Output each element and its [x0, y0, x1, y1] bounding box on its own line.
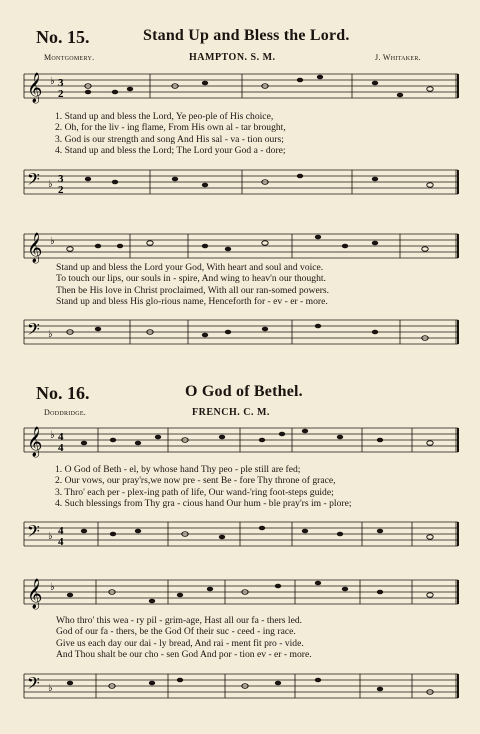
svg-text:♭: ♭ — [50, 430, 55, 441]
svg-text:♭: ♭ — [48, 683, 53, 694]
hymn-16-tune: FRENCH. C. M. — [192, 407, 270, 418]
lyric-line: God of our fa - thers, be the God Of their suc - ceed - ing race. — [56, 626, 296, 638]
svg-text:𝄞: 𝄞 — [27, 427, 43, 457]
lyric-line: 4. Stand up and bless the Lord; The Lord your God a - dore; — [55, 144, 286, 156]
svg-text:𝄞: 𝄞 — [27, 579, 43, 609]
svg-text:𝄞: 𝄞 — [27, 233, 43, 263]
music-staff — [0, 570, 480, 618]
lyric-line: 1. Stand up and bless the Lord, Ye peo-ple of His choice, — [55, 111, 274, 122]
lyric-line: 2. Oh, for the liv - ing flame, From His own al - tar brought, — [55, 122, 286, 134]
lyric-line: Then be His love in Christ proclaimed, With all our ran-somed powers. — [56, 284, 330, 296]
lyric-line: And Thou shalt be our cho - sen God And por - tion ev - er - more. — [56, 648, 312, 660]
music-staff — [0, 308, 480, 358]
hymn-16-verses-1 — [55, 464, 352, 509]
svg-text:2: 2 — [58, 88, 64, 100]
lyric-line: Who thro' this wea - ry pil - grim-age, Hast all our fa - thers led. — [56, 615, 303, 626]
hymn-16-author: Doddridge. — [44, 408, 87, 417]
hymn-15-author: Montgomery. — [44, 53, 95, 62]
svg-text:𝄢: 𝄢 — [27, 521, 40, 545]
svg-text:4: 4 — [58, 442, 64, 454]
lyric-line: 3. God is our strength and song And His sal - va - tion ours; — [55, 133, 284, 145]
music-staff — [0, 158, 480, 208]
hymn-16-verses-2 — [56, 615, 312, 660]
svg-text:𝄢: 𝄢 — [27, 673, 40, 697]
svg-text:♭: ♭ — [50, 236, 55, 247]
svg-text:𝄞: 𝄞 — [27, 73, 43, 103]
svg-text:2: 2 — [58, 184, 64, 196]
svg-text:♭: ♭ — [48, 179, 53, 190]
lyric-line: Give us each day our dai - ly bread, And rai - ment fit pro - vide. — [56, 637, 304, 649]
svg-text:𝄢: 𝄢 — [27, 319, 40, 343]
svg-text:4: 4 — [58, 536, 64, 548]
lyric-line: 2. Our vows, our pray'rs,we now pre - sent Be - fore Thy throne of grace, — [55, 475, 336, 487]
hymn-15-title: Stand Up and Bless the Lord. — [143, 27, 350, 44]
lyric-line: Stand up and bless His glo-rious name, Henceforth for - ev - er - more. — [56, 295, 328, 307]
lyric-line: To touch our lips, our souls in - spire, And wing to heav'n our thought. — [56, 273, 326, 285]
hymn-15-verses-2 — [56, 262, 329, 307]
hymn-15-composer: J. Whitaker. — [375, 53, 421, 62]
music-staff — [0, 510, 480, 560]
lyric-line: Stand up and bless the Lord your God, With heart and soul and voice. — [56, 262, 324, 273]
svg-text:♭: ♭ — [50, 582, 55, 593]
hymn-15-verses-1 — [55, 111, 286, 156]
svg-text:4: 4 — [58, 431, 64, 443]
hymn-16-title: O God of Bethel. — [185, 383, 303, 400]
music-staff — [0, 416, 480, 466]
svg-text:4: 4 — [58, 525, 64, 537]
hymn-15-number: No. 15. — [36, 27, 90, 47]
hymn-15-tune: HAMPTON. S. M. — [189, 52, 276, 63]
svg-text:♭: ♭ — [48, 329, 53, 340]
lyric-line: 1. O God of Beth - el, by whose hand Thy peo - ple still are fed; — [55, 464, 301, 475]
music-staff — [0, 662, 480, 712]
svg-text:♭: ♭ — [48, 531, 53, 542]
svg-text:3: 3 — [58, 173, 64, 185]
hymn-16-number: No. 16. — [36, 383, 90, 403]
svg-text:♭: ♭ — [50, 76, 55, 87]
lyric-line: 4. Such blessings from Thy gra - cious hand Our hum - ble pray'rs im - plore; — [55, 497, 352, 509]
svg-text:3: 3 — [58, 77, 64, 89]
svg-text:𝄢: 𝄢 — [27, 169, 40, 193]
lyric-line: 3. Thro' each per - plex-ing path of life, Our wand-'ring foot-steps guide; — [55, 486, 334, 498]
